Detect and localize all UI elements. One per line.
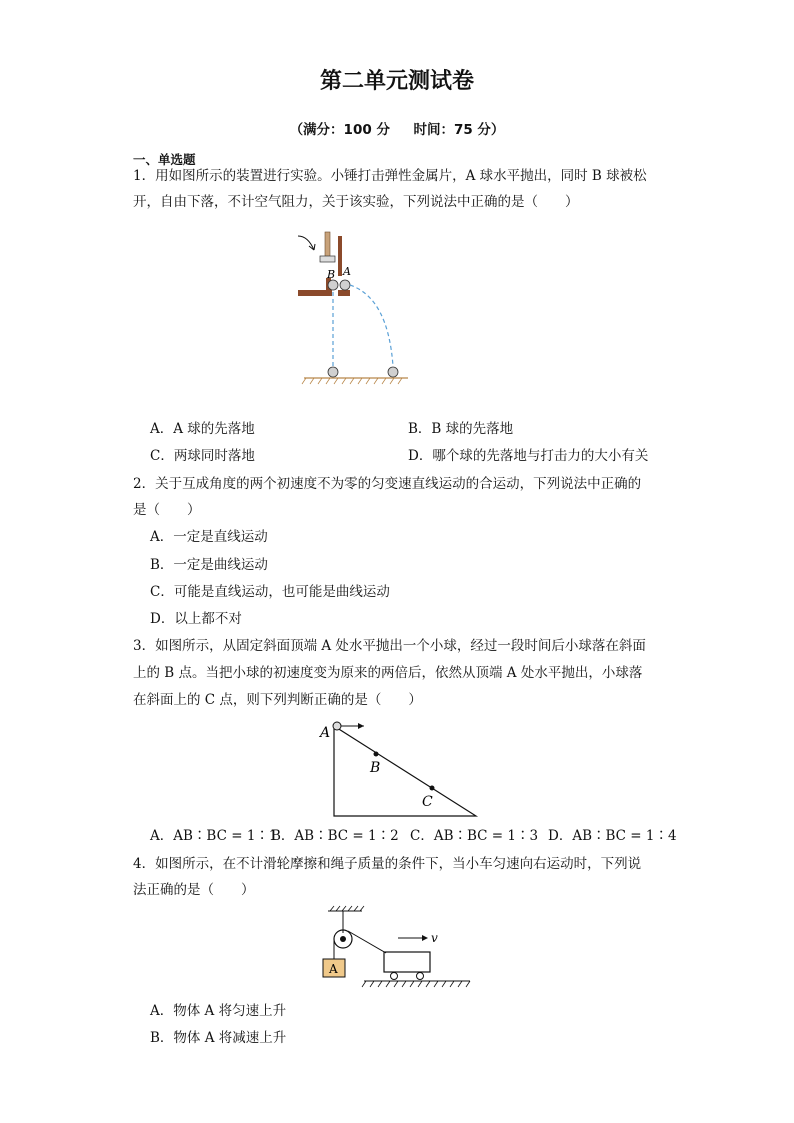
- section-heading: 一、单选题: [133, 152, 196, 167]
- velocity-label: v: [431, 931, 438, 945]
- q3-option-c: C．AB∶BC = 1∶3: [410, 828, 539, 844]
- q1-option-c: C．两球同时落地: [150, 448, 255, 464]
- q3-line-2: 上的 B 点。当把小球的初速度变为原来的两倍后，依然从顶端 A 处水平抛出，小球落: [133, 665, 643, 681]
- ball-a-label: A: [343, 265, 351, 278]
- q3-line-1: 3．如图所示，从固定斜面顶端 A 处水平抛出一个小球，经过一段时间后小球落在斜面: [133, 638, 646, 654]
- q3-option-d: D．AB∶BC = 1∶4: [548, 828, 677, 844]
- q4-option-b: B．物体 A 将减速上升: [150, 1030, 287, 1046]
- q2-line-1: 2．关于互成角度的两个初速度不为零的匀变速直线运动的合运动，下列说法中正确的: [133, 476, 642, 492]
- q4-line-2: 法正确的是（ ）: [133, 882, 255, 898]
- q1-option-d: D．哪个球的先落地与打击力的大小有关: [408, 448, 649, 464]
- q3-option-a: A．AB∶BC = 1∶1: [150, 828, 278, 844]
- q1-figure: [290, 226, 410, 388]
- q3-option-b: B．AB∶BC = 1∶2: [271, 828, 399, 844]
- q3-figure: [316, 718, 482, 820]
- q1-option-a: A．A 球的先落地: [150, 421, 255, 437]
- point-b-label: B: [370, 760, 381, 776]
- q1-option-b: B．B 球的先落地: [408, 421, 514, 437]
- q2-option-b: B．一定是曲线运动: [150, 557, 268, 573]
- q1-line-1: 1．用如图所示的装置进行实验。小锤打击弹性金属片，A 球水平抛出，同时 B 球被松: [133, 168, 647, 184]
- exam-info: （满分：100 分 时间：75 分）: [289, 122, 505, 138]
- point-a-label: A: [320, 725, 331, 741]
- q2-option-a: A．一定是直线运动: [150, 529, 268, 545]
- q2-line-2: 是（ ）: [133, 502, 201, 518]
- q2-option-c: C．可能是直线运动，也可能是曲线运动: [150, 584, 390, 600]
- page-title: 第二单元测试卷: [319, 69, 474, 94]
- q1-line-2: 开，自由下落，不计空气阻力，关于该实验，下列说法中正确的是（ ）: [133, 194, 579, 210]
- q4-line-1: 4．如图所示，在不计滑轮摩擦和绳子质量的条件下，当小车匀速向右运动时，下列说: [133, 856, 642, 872]
- q2-option-d: D．以上都不对: [150, 611, 242, 627]
- q4-figure: [318, 905, 474, 995]
- q4-option-a: A．物体 A 将匀速上升: [150, 1003, 287, 1019]
- ball-b-label: B: [327, 268, 336, 281]
- block-a-label: A: [329, 962, 338, 976]
- q3-line-3: 在斜面上的 C 点，则下列判断正确的是（ ）: [133, 692, 422, 708]
- point-c-label: C: [422, 794, 433, 810]
